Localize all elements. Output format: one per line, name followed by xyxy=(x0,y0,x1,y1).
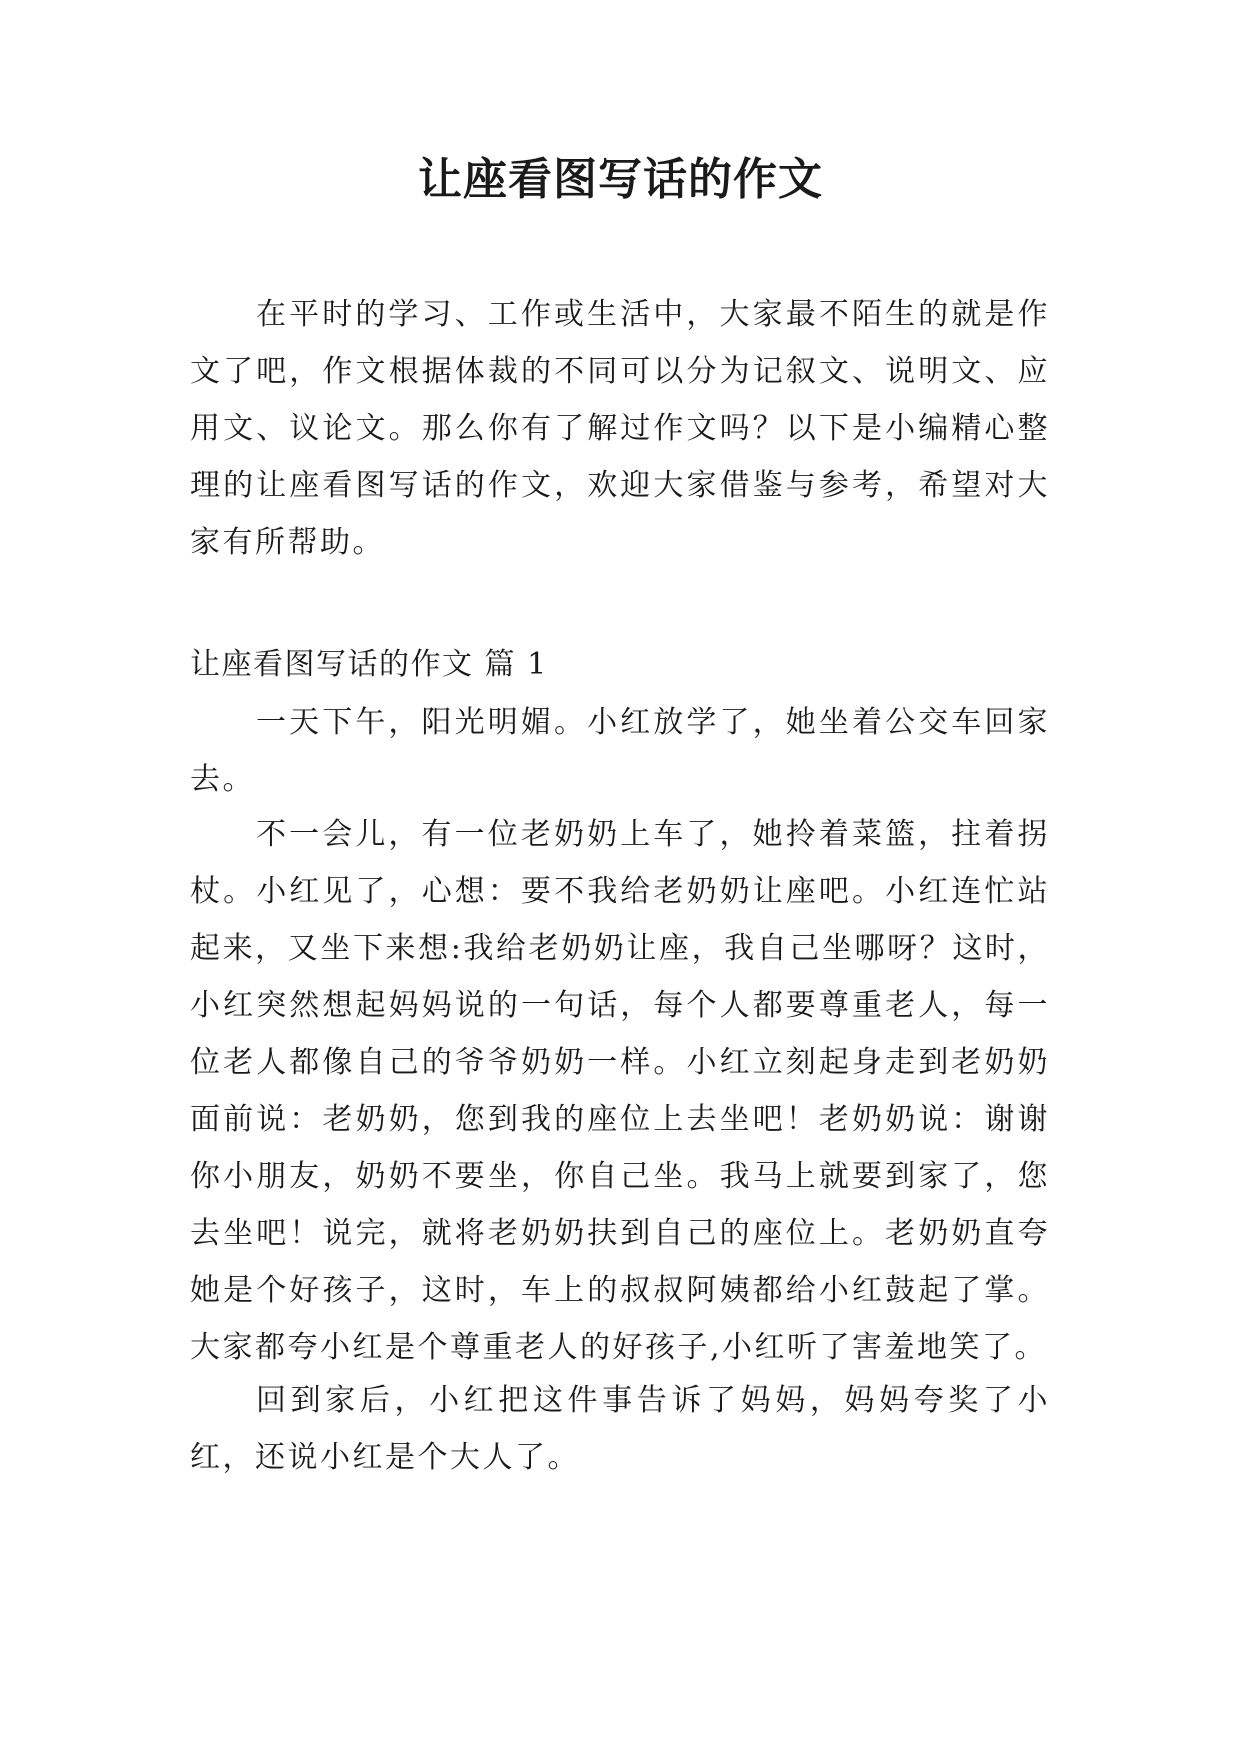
story-paragraph-1: 一天下午，阳光明媚。小红放学了，她坐着公交车回家去。 xyxy=(190,705,1050,797)
document-title: 让座看图写话的作文 xyxy=(418,154,823,205)
intro-paragraph: 在平时的学习、工作或生活中，大家最不陌生的就是作文了吧，作文根据体裁的不同可以分为记叙文、说明文、应用文、议论文。那么你有了解过作文吗？以下是小编精心整理的让座看图写话的作文，欢迎大家借鉴与参考，希望对大家有所帮助。 xyxy=(190,297,1050,560)
story-paragraph-3: 回到家后，小红把这件事告诉了妈妈，妈妈夸奖了小红，还说小红是个大人了。 xyxy=(190,1383,1050,1475)
section-heading: 让座看图写话的作文 篇 1 xyxy=(190,647,548,682)
story-paragraph-2: 不一会儿，有一位老奶奶上车了，她拎着菜篮，拄着拐杖。小红见了，心想：要不我给老奶奶让座吧。小红连忙站起来，又坐下来想:我给老奶奶让座，我自己坐哪呀？这时，小红突然想起妈妈说的一句话，每个人都要尊重老人，每一位老人都像自己的爷爷奶奶一样。小红立刻起身走到老奶奶面前说：老奶奶，您到我的座位上去坐吧！老奶奶说：谢谢你小朋友，奶奶不要坐，你自己坐。我马上就要到家了，您去坐吧！说完，就将老奶奶扶到自己的座位上。老奶奶直夸她是个好孩子，这时，车上的叔叔阿姨都给小红鼓起了掌。大家都夸小红是个尊重老人的好孩子,小红听了害羞地笑了。 xyxy=(190,817,1050,1365)
